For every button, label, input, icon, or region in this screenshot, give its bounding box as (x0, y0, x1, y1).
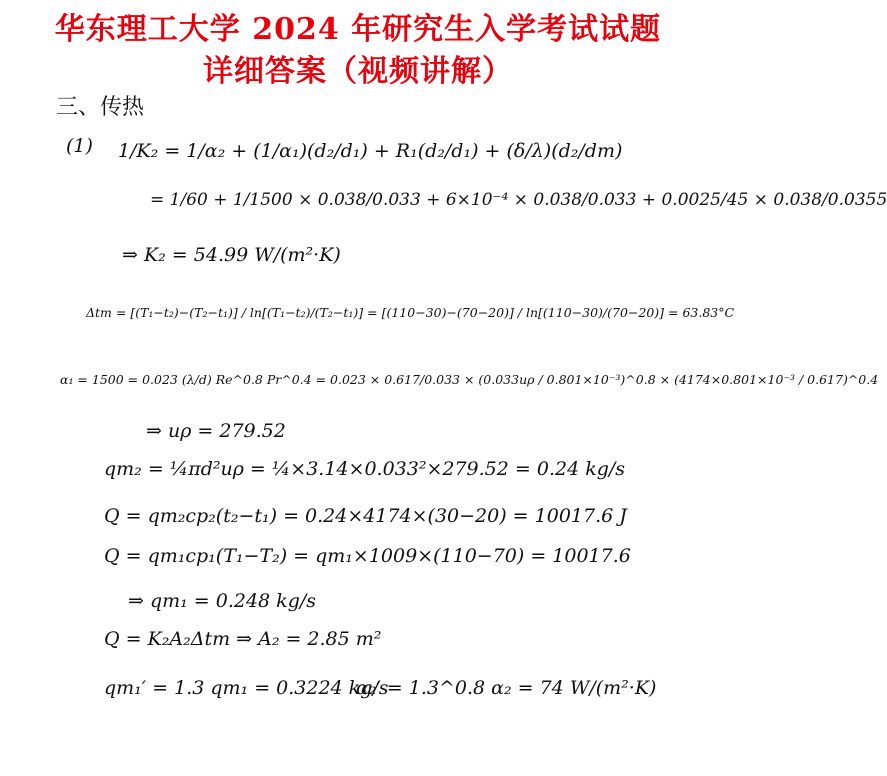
equation-line-5: α₁ = 1500 = 0.023 (λ/d) Re^0.8 Pr^0.4 = 0.023 × 0.617/0.033 × (0.033uρ / 0.801×10⁻³)^0.8 × (4174×0.801×10⁻³ / 0.617)^0.4 (60, 372, 879, 387)
equation-line-10: ⇒ qm₁ = 0.248 kg/s (128, 590, 317, 612)
equation-line-2: = 1/60 + 1/1500 × 0.038/0.033 + 6×10⁻⁴ × 0.038/0.033 + 0.0025/45 × 0.038/0.0355 (150, 190, 887, 210)
equation-line-7: qm₂ = ¼πd²uρ = ¼×3.14×0.033²×279.52 = 0.24 kg/s (104, 458, 626, 480)
equation-line-11: Q = K₂A₂Δtm ⇒ A₂ = 2.85 m² (104, 628, 382, 650)
section-heading: 三、传热 (56, 95, 145, 120)
page-subtitle: 详细答案（视频讲解） (203, 54, 513, 89)
equation-line-6: ⇒ uρ = 279.52 (146, 420, 286, 442)
equation-line-12: qm₁′ = 1.3 qm₁ = 0.3224 kg/s (104, 677, 389, 699)
equation-line-9: Q = qm₁cp₁(T₁−T₂) = qm₁×1009×(110−70) = 10017.6 (104, 545, 631, 567)
part-label: (1) (66, 135, 93, 157)
equation-line-13: α₂′ = 1.3^0.8 α₂ = 74 W/(m²·K) (356, 677, 657, 699)
equation-line-1: 1/K₂ = 1/α₂ + (1/α₁)(d₂/d₁) + R₁(d₂/d₁) + (δ/λ)(d₂/dm) (118, 140, 623, 162)
page-title: 华东理工大学 2024 年研究生入学考试试题 (54, 12, 662, 47)
equation-line-4: Δtm = [(T₁−t₂)−(T₂−t₁)] / ln[(T₁−t₂)/(T₂−t₁)] = [(110−30)−(70−20)] / ln[(110−30)/(70−20)] = 63.83°C (86, 305, 735, 320)
equation-line-3: ⇒ K₂ = 54.99 W/(m²·K) (122, 244, 341, 266)
equation-line-8: Q = qm₂cp₂(t₂−t₁) = 0.24×4174×(30−20) = 10017.6 J (104, 505, 627, 527)
